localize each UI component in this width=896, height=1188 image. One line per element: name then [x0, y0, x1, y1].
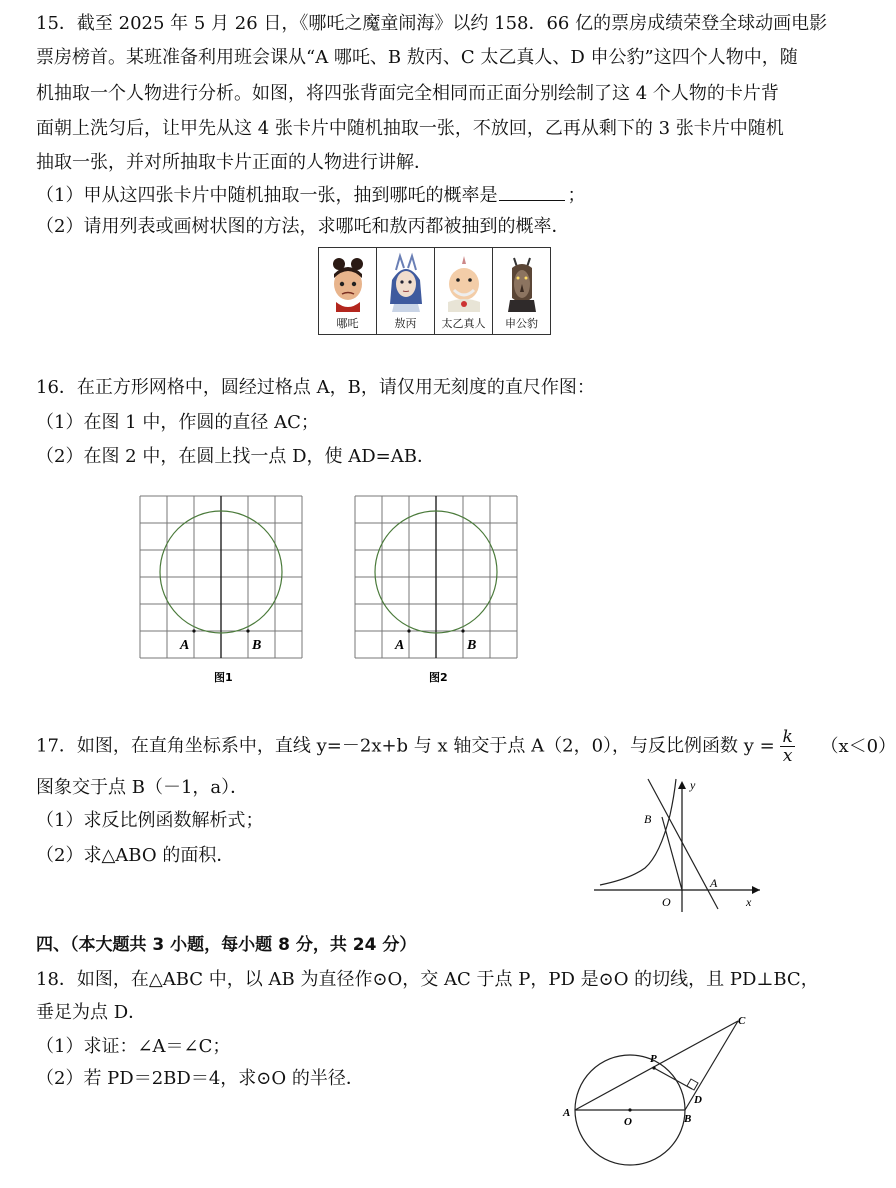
card-taiyi [435, 248, 493, 334]
geo-label-o: O [624, 1116, 632, 1128]
graph-label-o: O [662, 895, 671, 909]
answer-blank[interactable] [499, 184, 565, 201]
graph-label-b: B [644, 812, 652, 826]
aobing-portrait [386, 254, 426, 312]
q17-line-1-text: 17．如图，在直角坐标系中，直线 y=－2x+b 与 x 轴交于点 A（2，0），与反比例函数 y = [36, 735, 775, 757]
fig1-label-b: B [252, 638, 262, 653]
fraction-k-over-x [780, 728, 794, 765]
q17-line-1 [36, 728, 896, 765]
geo-label-b: B [684, 1113, 692, 1125]
card-label-shengongbao: 申公豹 [505, 317, 538, 330]
q18-line-1: 18．如图，在△ABC 中，以 AB 为直径作⊙O，交 AC 于点 P，PD 是⊙O 的切线，且 PD⊥BC， [36, 969, 819, 990]
fig2-label-a: A [395, 638, 405, 653]
q17-part-2: （2）求△ABO 的面积． [36, 845, 235, 866]
q15-line-4: 面朝上洗匀后，让甲先从这 4 张卡片中随机抽取一张，不放回，乙再从剩下的 3 张卡片中随机 [36, 118, 784, 139]
geo-label-d: D [694, 1094, 702, 1106]
geo-label-c: C [738, 1015, 746, 1027]
grid-figure-2 [355, 496, 517, 684]
q16-part-1: （1）在图 1 中，作圆的直径 AC； [36, 412, 319, 433]
fig2-caption: 图2 [429, 671, 448, 684]
q15-part-2: （2）请用列表或画树状图的方法，求哪吒和敖丙都被抽到的概率． [36, 216, 570, 237]
card-nezha [319, 248, 377, 334]
card-shengongbao [493, 248, 550, 334]
fraction-denominator: x [782, 746, 793, 766]
card-aobing [377, 248, 435, 334]
geo-label-a: A [563, 1107, 571, 1119]
circle-geometry-figure [560, 1008, 760, 1168]
q15-part-1-end: ； [567, 185, 586, 206]
q17-part-1: （1）求反比例函数解析式； [36, 810, 264, 831]
card-label-nezha: 哪吒 [336, 317, 359, 330]
q15-part-1-text: （1）甲从这四张卡片中随机抽取一张，抽到哪吒的概率是 [36, 185, 498, 206]
grid-figures [130, 488, 477, 688]
graph-axis-x: x [746, 895, 752, 909]
fig1-caption: 图1 [214, 671, 233, 684]
grid-figure-1 [140, 496, 302, 684]
section-4-heading: 四、（本大题共 3 小题，每小题 8 分，共 24 分） [36, 935, 417, 955]
graph-axis-y: y [690, 778, 696, 792]
q16-line-1: 16．在正方形网格中，圆经过格点 A，B，请仅用无刻度的直尺作图： [36, 377, 595, 398]
card-label-aobing: 敖丙 [394, 317, 417, 330]
taiyi-portrait [444, 254, 484, 312]
q17-domain: （x＜0） [820, 735, 896, 757]
q17-line-2: 图象交于点 B（－1，a）． [36, 777, 249, 798]
fig1-label-a: A [180, 638, 190, 653]
shengongbao-portrait [502, 254, 542, 312]
fraction-numerator: k [782, 727, 793, 747]
q15-line-3: 机抽取一个人物进行分析。如图，将四张背面完全相同而正面分别绘制了这 4 个人物的卡片背 [36, 83, 779, 104]
nezha-portrait [328, 254, 368, 312]
character-cards [318, 247, 551, 335]
card-label-taiyi: 太乙真人 [441, 317, 486, 330]
q15-line-5: 抽取一张，并对所抽取卡片正面的人物进行讲解． [36, 152, 432, 173]
coordinate-graph [590, 775, 770, 915]
q16-part-2: （2）在图 2 中，在圆上找一点 D，使 AD=AB． [36, 446, 435, 467]
q18-part-1: （1）求证：∠A＝∠C； [36, 1036, 231, 1057]
q18-line-2: 垂足为点 D． [36, 1002, 147, 1023]
graph-label-a: A [710, 876, 718, 890]
q18-part-2: （2）若 PD＝2BD＝4，求⊙O 的半径． [36, 1068, 364, 1089]
fig2-label-b: B [467, 638, 477, 653]
q15-line-1: 15．截至 2025 年 5 月 26 日，《哪吒之魔童闹海》以约 158．66 亿的票房成绩荣登全球动画电影 [36, 13, 828, 34]
q15-line-2: 票房榜首。某班准备利用班会课从“A 哪吒、B 敖丙、C 太乙真人、D 申公豹”这四个人物中，随 [36, 47, 798, 68]
geo-label-p: P [650, 1053, 657, 1065]
q15-part-1 [36, 184, 585, 207]
